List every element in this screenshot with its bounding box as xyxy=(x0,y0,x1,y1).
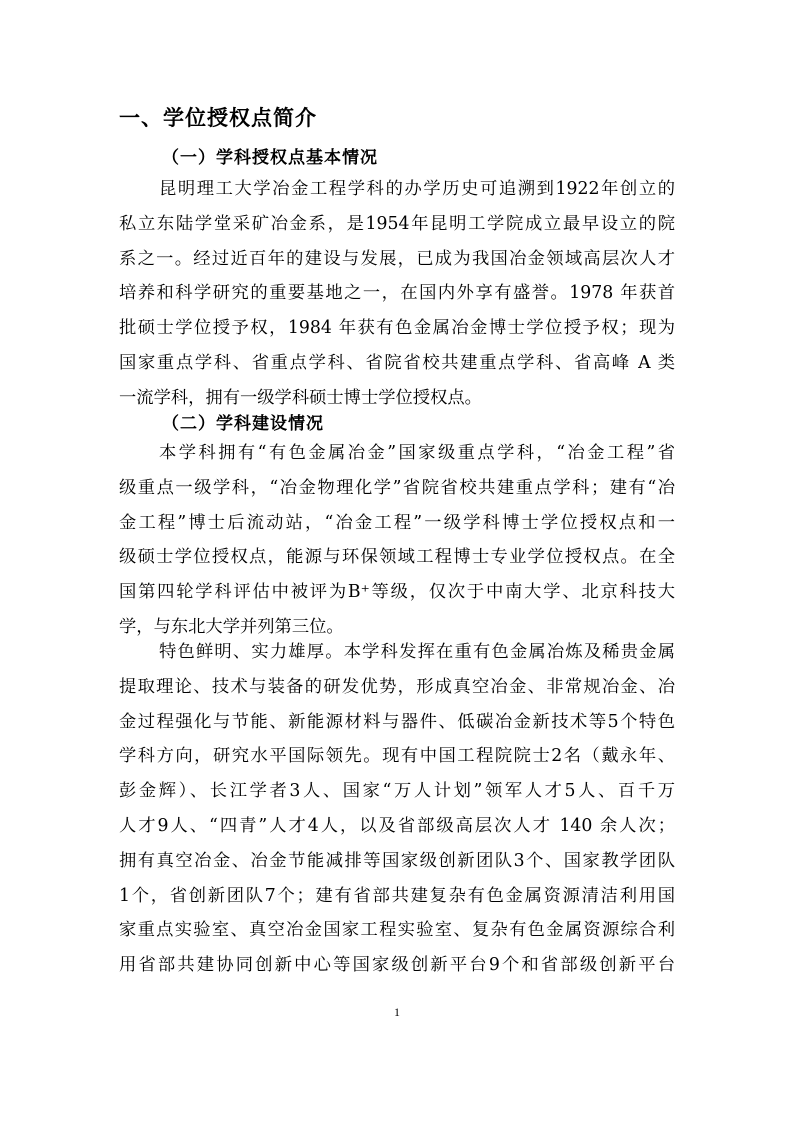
subsection-title-basic-info: （一）学科授权点基本情况 xyxy=(162,148,378,168)
paragraph-line: 用省部共建协同创新中心等国家级创新平台9个和省部级创新平台 xyxy=(119,955,675,976)
paragraph-line: 特色鲜明、实力雄厚。本学科发挥在重有色金属冶炼及稀贵金属 xyxy=(159,642,675,662)
paragraph-line: 系之一。经过近百年的建设与发展，已成为我国冶金领域高层次人才 xyxy=(119,248,675,269)
paragraph-basic-info xyxy=(119,172,675,416)
paragraph-line: 提取理论、技术与装备的研发优势，形成真空冶金、非常规冶金、冶 xyxy=(119,676,675,697)
section-title: 一、学位授权点简介 xyxy=(119,106,317,130)
paragraph-line: 1个，省创新团队7个；建有省部共建复杂有色金属资源清洁利用国 xyxy=(119,885,675,906)
paragraph-line: 拥有真空冶金、冶金节能减排等国家级创新团队3个、国家教学团队 xyxy=(119,850,675,871)
paragraph-line: 一流学科，拥有一级学科硕士博士学位授权点。 xyxy=(119,387,482,408)
paragraph-construction xyxy=(119,436,675,645)
paragraph-line: 昆明理工大学冶金工程学科的办学历史可追溯到1922年创立的 xyxy=(159,179,675,199)
paragraph-line: 级硕士学位授权点，能源与环保领域工程博士专业学位授权点。在全 xyxy=(119,547,675,568)
page-number: 1 xyxy=(394,1005,400,1019)
paragraph-line: 学，与东北大学并列第三位。 xyxy=(119,616,344,637)
paragraph-features xyxy=(119,635,675,983)
paragraph-line: 国家重点学科、省重点学科、省院省校共建重点学科、省高峰 A 类 xyxy=(119,352,675,373)
paragraph-line: 金工程”博士后流动站，“冶金工程”一级学科博士学位授权点和一 xyxy=(119,512,675,533)
paragraph-line: 培养和科学研究的重要基地之一，在国内外享有盛誉。1978 年获首 xyxy=(119,283,675,304)
paragraph-line: 级重点一级学科，“冶金物理化学”省院省校共建重点学科；建有“冶 xyxy=(119,477,675,498)
paragraph-line: 学科方向，研究水平国际领先。现有中国工程院院士2名（戴永年、 xyxy=(119,746,675,767)
paragraph-line: 金过程强化与节能、新能源材料与器件、低碳冶金新技术等5个特色 xyxy=(119,711,675,732)
paragraph-line: 私立东陆学堂采矿冶金系，是1954年昆明工学院成立最早设立的院 xyxy=(119,213,675,234)
paragraph-line: 国第四轮学科评估中被评为B⁺等级，仅次于中南大学、北京科技大 xyxy=(119,582,675,603)
paragraph-line: 本学科拥有“有色金属冶金”国家级重点学科，“冶金工程”省 xyxy=(159,443,675,463)
paragraph-line: 家重点实验室、真空冶金国家工程实验室、复杂有色金属资源综合利 xyxy=(119,920,675,941)
subsection-title-construction: （二）学科建设情况 xyxy=(162,414,324,434)
paragraph-line: 批硕士学位授予权，1984 年获有色金属冶金博士学位授予权；现为 xyxy=(119,318,675,339)
paragraph-line: 人才9人、“四青”人才4人，以及省部级高层次人才 140 余人次； xyxy=(119,815,675,836)
paragraph-line: 彭金辉）、长江学者3人、国家“万人计划”领军人才5人、百千万 xyxy=(119,781,675,802)
